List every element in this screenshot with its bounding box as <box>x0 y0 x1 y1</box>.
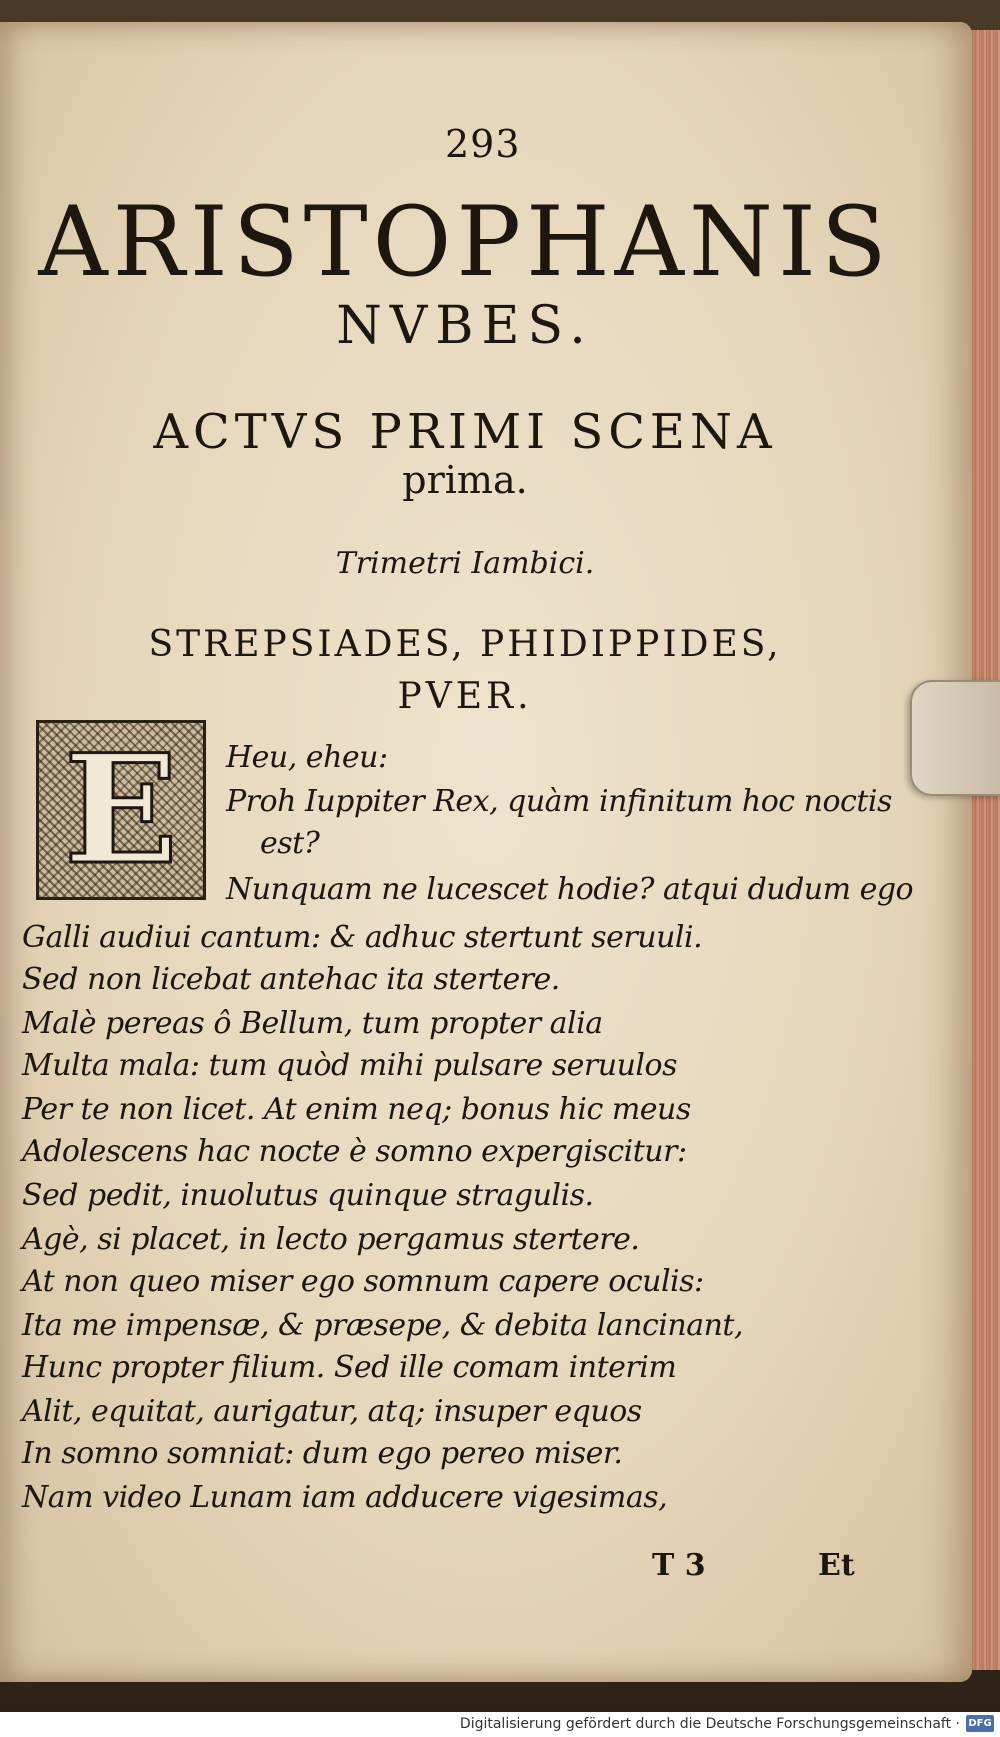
verse-line: Heu, eheu: <box>226 740 388 775</box>
verse-line: Galli audiui cantum: & adhuc stertunt seruuli. <box>22 920 703 955</box>
verse-line: Hunc propter filium. Sed ille comam interim <box>22 1350 677 1385</box>
characters-heading-continuation: PVER. <box>397 676 533 717</box>
verse-line: Sed pedit, inuolutus quinque stragulis. <box>22 1178 594 1213</box>
catchword: Et <box>818 1548 855 1583</box>
verse-line: Proh Iuppiter Rex, quàm infinitum hoc noctis <box>226 784 892 819</box>
initial-letter: E <box>63 722 179 898</box>
verse-line: Nam video Lunam iam adducere vigesimas, <box>22 1480 668 1515</box>
verse-line: Ita me impensæ, & præsepe, & debita lancinant, <box>22 1308 744 1343</box>
dfg-logo-icon: DFG <box>966 1715 994 1732</box>
verse-line: Adolescens hac nocte è somno expergiscitur: <box>22 1134 687 1169</box>
signature-mark: T 3 <box>652 1548 706 1583</box>
act-heading-continuation: prima. <box>402 458 528 502</box>
verse-line: Alit, equitat, aurigatur, atq; insuper equos <box>22 1394 642 1429</box>
meter-label: Trimetri Iambici. <box>335 546 595 581</box>
page-number: 293 <box>445 122 521 166</box>
act-heading: ACTVS PRIMI SCENA <box>153 404 777 460</box>
verse-line: Sed non licebat antehac ita stertere. <box>22 962 560 997</box>
characters-heading: STREPSIADES, PHIDIPPIDES, <box>148 624 782 665</box>
verse-line: In somno somniat: dum ego pereo miser. <box>22 1436 623 1471</box>
verse-line: Malè pereas ô Bellum, tum propter alia <box>22 1006 603 1041</box>
decorated-initial <box>36 720 206 900</box>
verse-line: Per te non licet. At enim neq; bonus hic meus <box>22 1092 691 1127</box>
verse-line: At non queo miser ego somnum capere oculis: <box>22 1264 704 1299</box>
verse-line: Multa mala: tum quòd mihi pulsare seruulos <box>22 1048 677 1083</box>
verse-line: Nunquam ne lucescet hodie? atqui dudum ego <box>226 872 914 907</box>
digitization-credit: Digitalisierung gefördert durch die Deutsche Forschungsgemeinschaft · <box>459 1716 960 1732</box>
book-title: ARISTOPHANIS <box>38 186 892 298</box>
verse-line: est? <box>260 826 320 861</box>
verse-line: Agè, si placet, in lecto pergamus stertere. <box>22 1222 640 1257</box>
work-title: NVBES. <box>336 296 594 356</box>
